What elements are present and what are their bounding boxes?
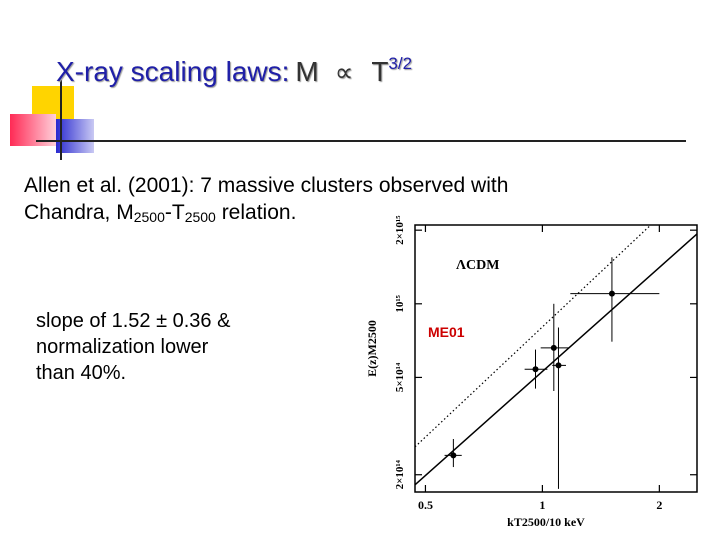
lcdm-label: ΛCDM bbox=[456, 258, 500, 273]
me01-label: ME01 bbox=[428, 324, 465, 340]
slope-line-1: slope of 1.52 ± 0.36 & bbox=[36, 310, 231, 332]
title-mass-symbol: M bbox=[295, 56, 319, 87]
data-point bbox=[533, 366, 539, 372]
y-tick-label: 10¹⁵ bbox=[394, 294, 406, 313]
slope-line-3: than 40%. bbox=[36, 362, 127, 384]
mass-temperature-chart bbox=[360, 195, 705, 535]
y-tick-label: 2×10¹⁴ bbox=[394, 460, 406, 490]
slide-title bbox=[56, 54, 412, 88]
intro-line-2b: relation. bbox=[215, 201, 297, 225]
x-tick-label: 2 bbox=[656, 498, 663, 512]
decor-vertical-rule bbox=[60, 80, 62, 160]
intro-line-1: Allen et al. (2001): 7 massive clusters observed with bbox=[24, 174, 509, 197]
x-tick-label: 1 bbox=[539, 498, 546, 512]
intro-subscript-2: 2500 bbox=[184, 209, 216, 226]
intro-subscript-1: 2500 bbox=[133, 209, 165, 226]
data-point bbox=[555, 362, 561, 368]
y-tick-label: 2×10¹⁵ bbox=[394, 215, 406, 245]
y-tick-label: 5×10¹⁴ bbox=[394, 362, 406, 393]
intro-dash: -T bbox=[164, 201, 185, 225]
x-tick-label: 0.5 bbox=[417, 498, 433, 512]
slope-note bbox=[36, 308, 230, 386]
title-text: X-ray scaling laws: bbox=[56, 56, 290, 87]
x-axis-label: kT2500/10 keV bbox=[507, 515, 585, 529]
data-point bbox=[450, 452, 456, 458]
data-point bbox=[551, 345, 557, 351]
slope-line-2: normalization lower bbox=[36, 336, 209, 358]
title-temperature-symbol: T bbox=[371, 56, 389, 87]
title-exponent: 3/2 bbox=[388, 54, 413, 73]
title-proportional-symbol: ∝ bbox=[334, 57, 354, 87]
data-point bbox=[609, 291, 615, 297]
y-axis-label: E(z)M2500 bbox=[365, 320, 379, 377]
title-underline-rule bbox=[36, 140, 686, 142]
intro-line-2a: Chandra, M bbox=[24, 201, 134, 225]
